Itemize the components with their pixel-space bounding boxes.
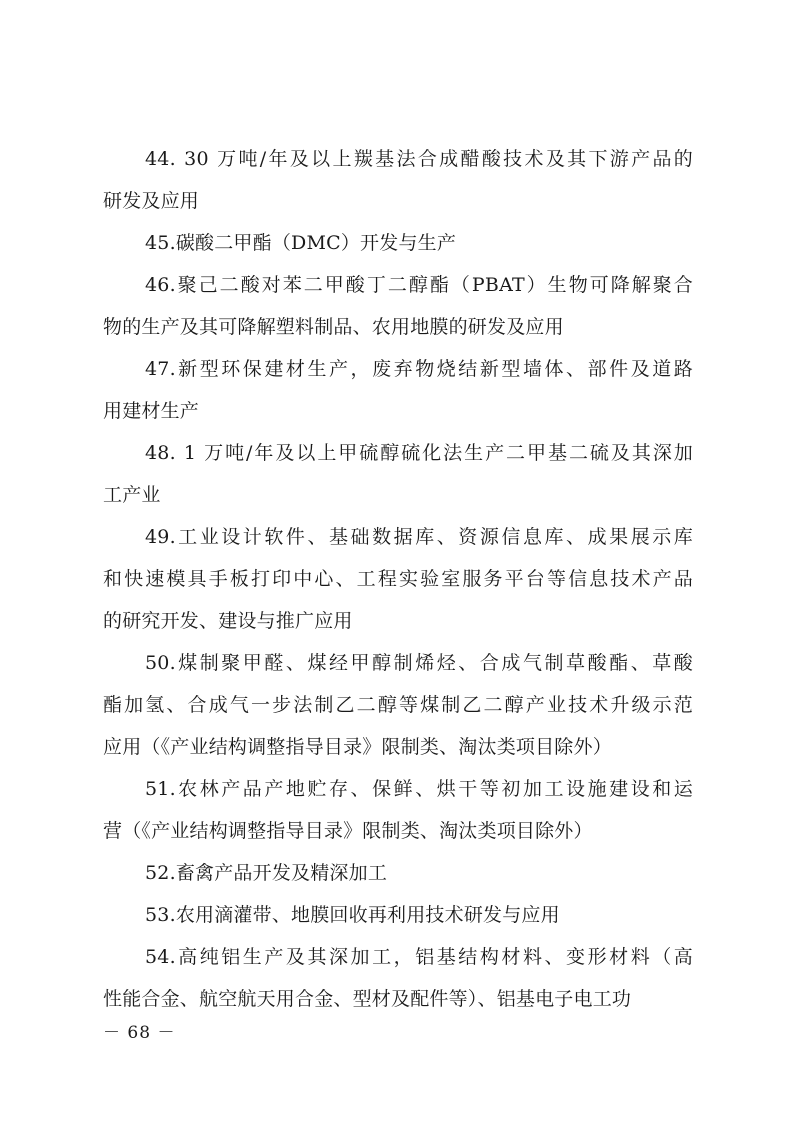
paragraph-line: 52.畜禽产品开发及精深加工 <box>145 862 388 884</box>
paragraph-line: 47.新型环保建材生产，废弃物烧结新型墙体、部件及道路 <box>145 358 693 380</box>
paragraph-line: 应用（《产业结构调整指导目录》限制类、淘汰类项目除外） <box>103 736 612 758</box>
paragraph-line: 48. 1 万吨/年及以上甲硫醇硫化法生产二甲基二硫及其深加 <box>145 442 693 464</box>
paragraph-line: 和快速模具手板打印中心、工程实验室服务平台等信息技术产品 <box>103 568 693 590</box>
paragraph-line: 45.碳酸二甲酯（DMC）开发与生产 <box>145 232 457 254</box>
paragraph-line: 的研究开发、建设与推广应用 <box>103 610 353 632</box>
paragraph-line: 53.农用滴灌带、地膜回收再利用技术研发与应用 <box>145 904 560 926</box>
paragraph-line: 54.高纯铝生产及其深加工，铝基结构材料、变形材料（高 <box>145 946 693 968</box>
paragraph-line: 51.农林产品产地贮存、保鲜、烘干等初加工设施建设和运 <box>145 778 693 800</box>
paragraph-line: 50.煤制聚甲醛、煤经甲醇制烯烃、合成气制草酸酯、草酸 <box>145 652 693 674</box>
paragraph-line: 46.聚己二酸对苯二甲酸丁二醇酯（PBAT）生物可降解聚合 <box>145 274 693 296</box>
paragraph-line: 工产业 <box>103 484 161 506</box>
paragraph-line: 物的生产及其可降解塑料制品、农用地膜的研发及应用 <box>103 316 564 338</box>
paragraph-line: 研发及应用 <box>103 190 200 212</box>
paragraph-line: 营（《产业结构调整指导目录》限制类、淘汰类项目除外） <box>103 820 593 842</box>
paragraph-line: 酯加氢、合成气一步法制乙二醇等煤制乙二醇产业技术升级示范 <box>103 694 693 716</box>
paragraph-line: 用建材生产 <box>103 400 200 422</box>
paragraph-line: 49.工业设计软件、基础数据库、资源信息库、成果展示库 <box>145 526 693 548</box>
page-number: － 68 － <box>103 1023 176 1043</box>
paragraph-line: 性能合金、航空航天用合金、型材及配件等）、铝基电子电工功 <box>103 988 632 1010</box>
paragraph-line: 44. 30 万吨/年及以上羰基法合成醋酸技术及其下游产品的 <box>145 148 693 170</box>
